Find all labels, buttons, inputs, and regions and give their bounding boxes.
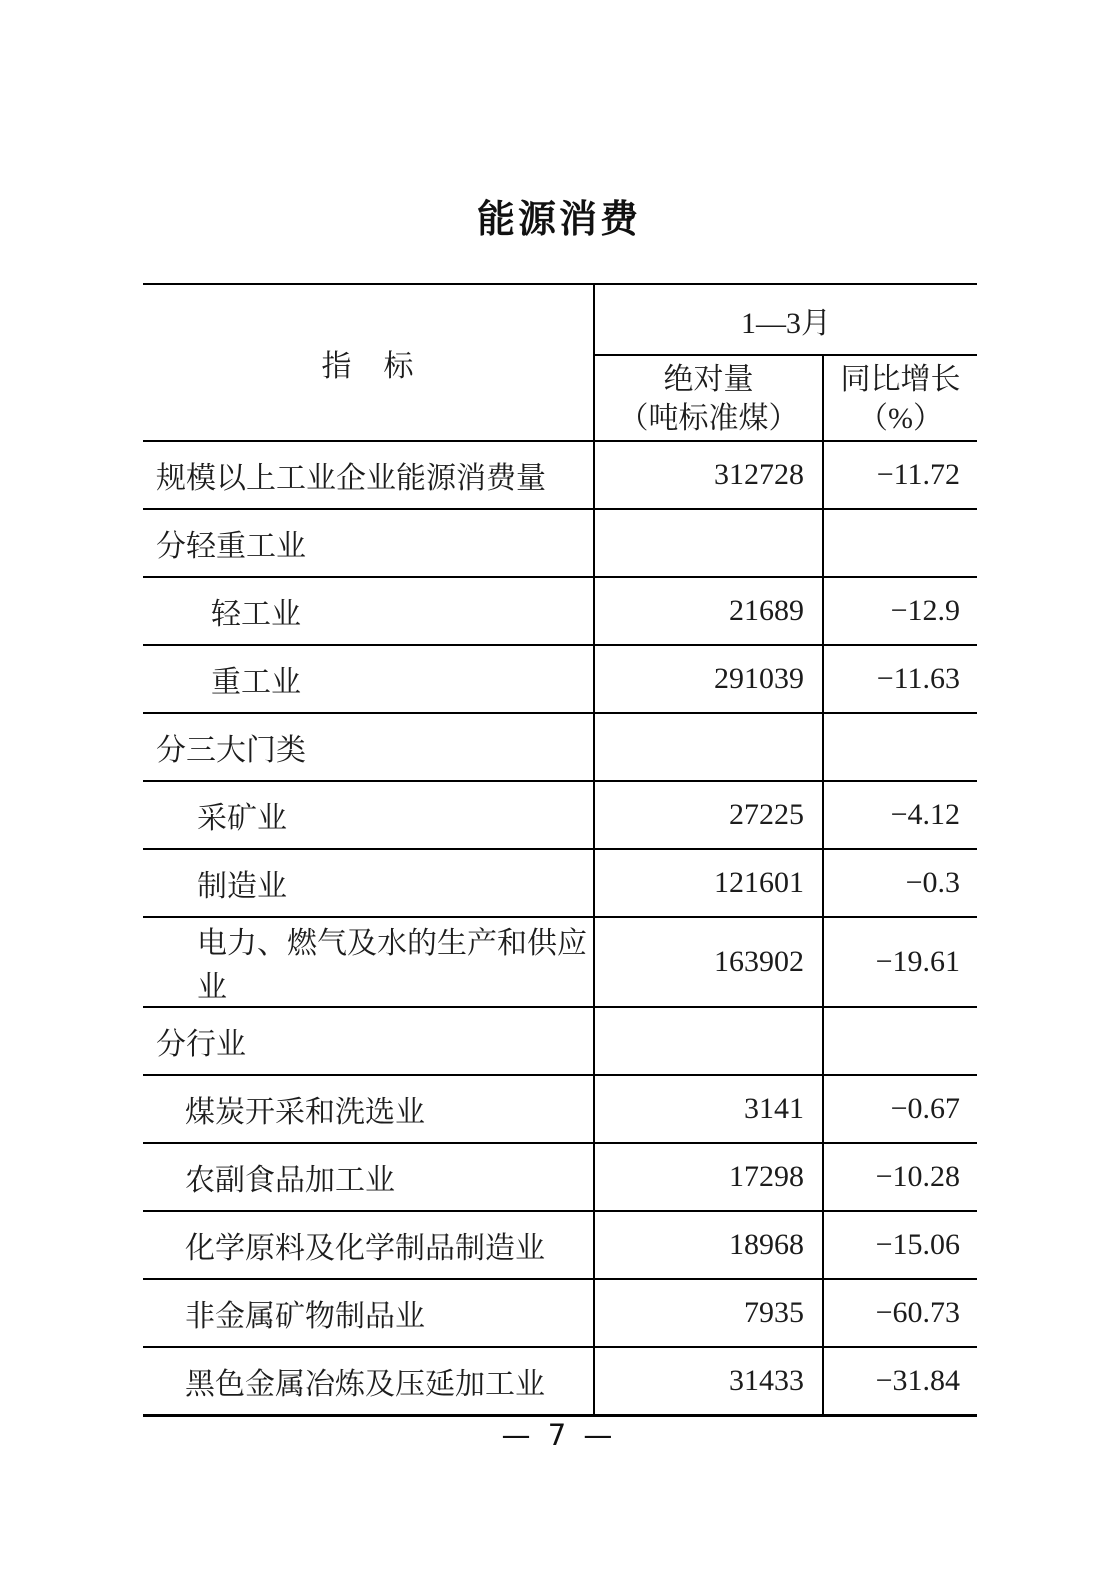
table-row <box>143 1347 977 1415</box>
row-absolute-value <box>594 1007 823 1075</box>
row-label: 非金属矿物制品业 <box>143 1279 594 1347</box>
column-header-yoy <box>823 355 977 441</box>
row-label: 分轻重工业 <box>143 509 594 577</box>
row-yoy-value <box>823 1007 977 1075</box>
column-header-indicator: 指 标 <box>143 284 594 441</box>
row-label: 化学原料及化学制品制造业 <box>143 1211 594 1279</box>
row-yoy-value: −0.3 <box>823 849 977 917</box>
table-row <box>143 1007 977 1075</box>
row-absolute-value: 27225 <box>594 781 823 849</box>
page-title: 能源消费 <box>476 197 641 241</box>
table-row <box>143 713 977 781</box>
table-row <box>143 509 977 577</box>
page-number: — 7 — <box>501 1418 617 1452</box>
table-row <box>143 645 977 713</box>
energy-consumption-table <box>143 283 977 1417</box>
row-absolute-value: 21689 <box>594 577 823 645</box>
row-label: 制造业 <box>143 849 594 917</box>
row-label: 煤炭开采和洗选业 <box>143 1075 594 1143</box>
row-absolute-value: 18968 <box>594 1211 823 1279</box>
row-absolute-value: 31433 <box>594 1347 823 1415</box>
row-yoy-value <box>823 713 977 781</box>
row-yoy-value: −19.61 <box>823 917 977 1007</box>
table-row <box>143 849 977 917</box>
row-label: 分行业 <box>143 1007 594 1075</box>
row-yoy-value: −0.67 <box>823 1075 977 1143</box>
column-header-absolute <box>594 355 823 441</box>
row-yoy-value: −10.28 <box>823 1143 977 1211</box>
column-header-absolute-unit: （吨标准煤） <box>618 402 799 435</box>
row-absolute-value <box>594 713 823 781</box>
row-yoy-value: −4.12 <box>823 781 977 849</box>
row-absolute-value: 312728 <box>594 441 823 509</box>
table-row <box>143 917 977 1007</box>
row-yoy-value: −15.06 <box>823 1211 977 1279</box>
table-row <box>143 1279 977 1347</box>
row-absolute-value <box>594 509 823 577</box>
column-header-yoy-line1: 同比增长 <box>840 363 961 396</box>
row-label: 轻工业 <box>143 577 594 645</box>
row-label: 农副食品加工业 <box>143 1143 594 1211</box>
column-header-period: 1—3月 <box>594 284 977 355</box>
row-yoy-value: −31.84 <box>823 1347 977 1415</box>
column-header-absolute-line1: 绝对量 <box>663 363 754 396</box>
row-yoy-value: −12.9 <box>823 577 977 645</box>
row-label: 分三大门类 <box>143 713 594 781</box>
row-absolute-value: 3141 <box>594 1075 823 1143</box>
row-absolute-value: 163902 <box>594 917 823 1007</box>
table-row <box>143 1211 977 1279</box>
row-label: 黑色金属冶炼及压延加工业 <box>143 1347 594 1415</box>
row-label: 重工业 <box>143 645 594 713</box>
row-label: 电力、燃气及水的生产和供应业 <box>143 917 594 1007</box>
table-row <box>143 441 977 509</box>
row-absolute-value: 121601 <box>594 849 823 917</box>
row-label: 采矿业 <box>143 781 594 849</box>
column-header-yoy-unit: （%） <box>858 402 943 435</box>
table-row <box>143 577 977 645</box>
table-row <box>143 1143 977 1211</box>
row-yoy-value <box>823 509 977 577</box>
row-yoy-value: −11.63 <box>823 645 977 713</box>
row-absolute-value: 291039 <box>594 645 823 713</box>
table-row <box>143 781 977 849</box>
row-absolute-value: 17298 <box>594 1143 823 1211</box>
row-yoy-value: −60.73 <box>823 1279 977 1347</box>
row-absolute-value: 7935 <box>594 1279 823 1347</box>
table-row <box>143 1075 977 1143</box>
row-yoy-value: −11.72 <box>823 441 977 509</box>
row-label: 规模以上工业企业能源消费量 <box>143 441 594 509</box>
